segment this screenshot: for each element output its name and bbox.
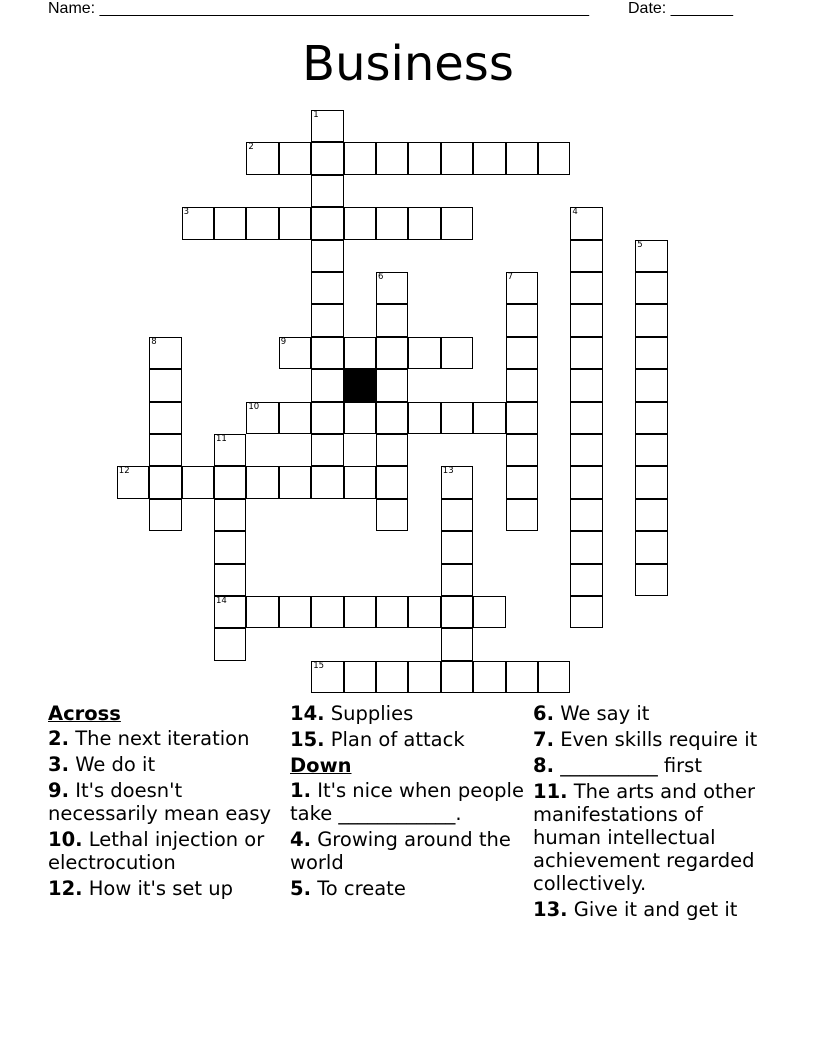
clues-column-2 <box>290 702 530 903</box>
clue-number: 1 <box>313 110 319 120</box>
grid-cell[interactable] <box>376 434 408 466</box>
grid-cell[interactable] <box>570 499 602 531</box>
grid-cell[interactable] <box>344 142 376 174</box>
grid-cell[interactable] <box>149 466 181 498</box>
grid-cell[interactable] <box>311 240 343 272</box>
grid-cell[interactable] <box>408 402 440 434</box>
grid-cell[interactable] <box>376 207 408 239</box>
grid-cell[interactable] <box>311 661 343 693</box>
grid-cell[interactable] <box>376 337 408 369</box>
clue-number: 11 <box>216 434 227 444</box>
grid-cell[interactable] <box>441 337 473 369</box>
clue-number: 4 <box>572 207 578 218</box>
grid-cell[interactable] <box>149 337 181 369</box>
grid-cell[interactable] <box>570 369 602 401</box>
grid-cell[interactable] <box>311 272 343 304</box>
grid-cell[interactable] <box>311 207 343 239</box>
grid-cell[interactable] <box>214 596 246 628</box>
grid-cell[interactable] <box>506 434 538 466</box>
clue-down-8: 8. __________ first <box>533 754 702 777</box>
clue-number: 14 <box>216 596 227 606</box>
grid-cell[interactable] <box>182 466 214 498</box>
grid-cell[interactable] <box>344 337 376 369</box>
grid-cell[interactable] <box>311 304 343 336</box>
grid-cell[interactable] <box>149 499 181 531</box>
clue-number: 13 <box>442 466 454 477</box>
grid-cell[interactable] <box>279 207 311 239</box>
grid-cell[interactable] <box>344 402 376 434</box>
clue-number: 12 <box>118 466 130 477</box>
grid-cell[interactable] <box>376 402 408 434</box>
grid-cell[interactable] <box>311 110 343 142</box>
grid-cell[interactable] <box>246 207 278 239</box>
grid-cell[interactable] <box>149 434 181 466</box>
grid-cell[interactable] <box>506 142 538 174</box>
clue-number: 5 <box>637 239 643 250</box>
grid-cell[interactable] <box>635 531 667 563</box>
grid-cell[interactable] <box>214 628 246 660</box>
grid-cell[interactable] <box>311 466 343 498</box>
clue-across-3: 3. We do it <box>48 753 156 776</box>
grid-cell[interactable] <box>441 499 473 531</box>
grid-cell[interactable] <box>311 142 343 174</box>
clue-across-9: 9. It's doesn't necessarily mean easy <box>48 779 272 825</box>
grid-cell[interactable] <box>279 596 311 628</box>
grid-cell[interactable] <box>376 142 408 174</box>
clue-number: 6 <box>378 272 384 282</box>
clue-number: 8 <box>151 336 157 347</box>
clue-down-1: 1. It's nice when people take ____________. <box>290 779 524 825</box>
name-field-label[interactable]: Name: _______________________________________________________ <box>48 0 589 17</box>
grid-cell[interactable] <box>408 142 440 174</box>
grid-cell[interactable] <box>408 596 440 628</box>
grid-cell[interactable] <box>214 499 246 531</box>
grid-cell[interactable] <box>279 142 311 174</box>
grid-cell[interactable] <box>376 466 408 498</box>
grid-cell[interactable] <box>376 499 408 531</box>
clue-down-7: 7. Even skills require it <box>533 728 758 751</box>
grid-cell[interactable] <box>506 661 538 693</box>
grid-cell[interactable] <box>506 499 538 531</box>
grid-cell[interactable] <box>506 466 538 498</box>
grid-cell[interactable] <box>279 402 311 434</box>
grid-cell[interactable] <box>570 466 602 498</box>
down-heading: Down <box>290 754 352 777</box>
grid-cell[interactable] <box>570 240 602 272</box>
grid-cell[interactable] <box>635 434 667 466</box>
clues-column-3 <box>533 702 765 924</box>
grid-cell[interactable] <box>376 661 408 693</box>
clue-number: 2 <box>248 142 254 153</box>
grid-cell[interactable] <box>473 402 505 434</box>
grid-cell[interactable] <box>635 272 667 304</box>
clue-down-5: 5. To create <box>290 877 406 900</box>
clue-across-10: 10. Lethal injection or electrocution <box>48 828 265 874</box>
grid-cell[interactable] <box>279 337 311 369</box>
grid-cell[interactable] <box>473 661 505 693</box>
grid-cell[interactable] <box>570 207 602 239</box>
clues-column-1 <box>48 702 288 903</box>
date-field-label[interactable]: Date: _______ <box>628 0 733 17</box>
clue-number: 10 <box>248 401 260 412</box>
grid-cell[interactable] <box>441 466 473 498</box>
grid-cell[interactable] <box>311 369 343 401</box>
grid-cell[interactable] <box>635 304 667 336</box>
grid-cell[interactable] <box>506 369 538 401</box>
clue-down-11: 11. The arts and other manifestations of human intellectual achievement regarded collectively. <box>533 780 756 895</box>
grid-cell[interactable] <box>570 337 602 369</box>
grid-cell[interactable] <box>311 337 343 369</box>
grid-cell[interactable] <box>214 434 246 466</box>
grid-cell[interactable] <box>376 369 408 401</box>
clue-across-14: 14. Supplies <box>290 702 414 725</box>
grid-cell[interactable] <box>214 531 246 563</box>
grid-cell[interactable] <box>635 369 667 401</box>
grid-cell[interactable] <box>311 596 343 628</box>
black-square <box>344 369 376 401</box>
grid-cell[interactable] <box>441 142 473 174</box>
page-title: Business <box>302 36 514 92</box>
grid-cell[interactable] <box>246 596 278 628</box>
clue-number: 3 <box>183 207 190 218</box>
grid-cell[interactable] <box>246 402 278 434</box>
grid-cell[interactable] <box>570 564 602 596</box>
grid-cell[interactable] <box>473 142 505 174</box>
clue-across-2: 2. The next iteration <box>48 727 250 750</box>
grid-cell[interactable] <box>570 402 602 434</box>
grid-cell[interactable] <box>635 466 667 498</box>
grid-cell[interactable] <box>408 661 440 693</box>
grid-cell[interactable] <box>635 564 667 596</box>
grid-cell[interactable] <box>117 466 149 498</box>
grid-cell[interactable] <box>473 596 505 628</box>
grid-cell[interactable] <box>441 402 473 434</box>
grid-cell[interactable] <box>570 531 602 563</box>
clue-down-4: 4. Growing around the world <box>290 828 511 874</box>
grid-cell[interactable] <box>214 564 246 596</box>
grid-cell[interactable] <box>214 466 246 498</box>
clue-number: 15 <box>313 660 325 671</box>
grid-cell[interactable] <box>376 596 408 628</box>
grid-cell[interactable] <box>570 434 602 466</box>
grid-cell[interactable] <box>344 661 376 693</box>
grid-cell[interactable] <box>149 369 181 401</box>
grid-cell[interactable] <box>570 596 602 628</box>
grid-cell[interactable] <box>311 402 343 434</box>
across-heading: Across <box>48 702 121 725</box>
grid-cell[interactable] <box>506 402 538 434</box>
grid-cell[interactable] <box>149 402 181 434</box>
grid-cell[interactable] <box>279 466 311 498</box>
grid-cell[interactable] <box>344 596 376 628</box>
grid-cell[interactable] <box>246 142 278 174</box>
clue-across-15: 15. Plan of attack <box>290 728 465 751</box>
grid-cell[interactable] <box>344 466 376 498</box>
grid-cell[interactable] <box>344 207 376 239</box>
grid-cell[interactable] <box>441 564 473 596</box>
grid-cell[interactable] <box>441 596 473 628</box>
clue-number: 9 <box>280 336 287 347</box>
grid-cell[interactable] <box>408 337 440 369</box>
clue-down-13: 13. Give it and get it <box>533 898 738 921</box>
grid-cell[interactable] <box>635 402 667 434</box>
grid-cell[interactable] <box>441 207 473 239</box>
clue-number: 7 <box>507 272 514 282</box>
grid-cell[interactable] <box>506 272 538 304</box>
grid-cell[interactable] <box>376 272 408 304</box>
grid-cell[interactable] <box>506 304 538 336</box>
clue-down-6: 6. We say it <box>533 702 650 725</box>
grid-cell[interactable] <box>635 240 667 272</box>
grid-cell[interactable] <box>376 304 408 336</box>
grid-cell[interactable] <box>570 272 602 304</box>
grid-cell[interactable] <box>635 499 667 531</box>
grid-cell[interactable] <box>408 207 440 239</box>
grid-cell[interactable] <box>311 434 343 466</box>
grid-cell[interactable] <box>246 466 278 498</box>
grid-cell[interactable] <box>441 661 473 693</box>
grid-cell[interactable] <box>311 175 343 207</box>
grid-cell[interactable] <box>182 207 214 239</box>
grid-cell[interactable] <box>441 531 473 563</box>
clue-across-12: 12. How it's set up <box>48 877 234 900</box>
grid-cell[interactable] <box>538 661 570 693</box>
grid-cell[interactable] <box>570 304 602 336</box>
grid-cell[interactable] <box>635 337 667 369</box>
grid-cell[interactable] <box>214 207 246 239</box>
grid-cell[interactable] <box>506 337 538 369</box>
grid-cell[interactable] <box>538 142 570 174</box>
grid-cell[interactable] <box>441 628 473 660</box>
